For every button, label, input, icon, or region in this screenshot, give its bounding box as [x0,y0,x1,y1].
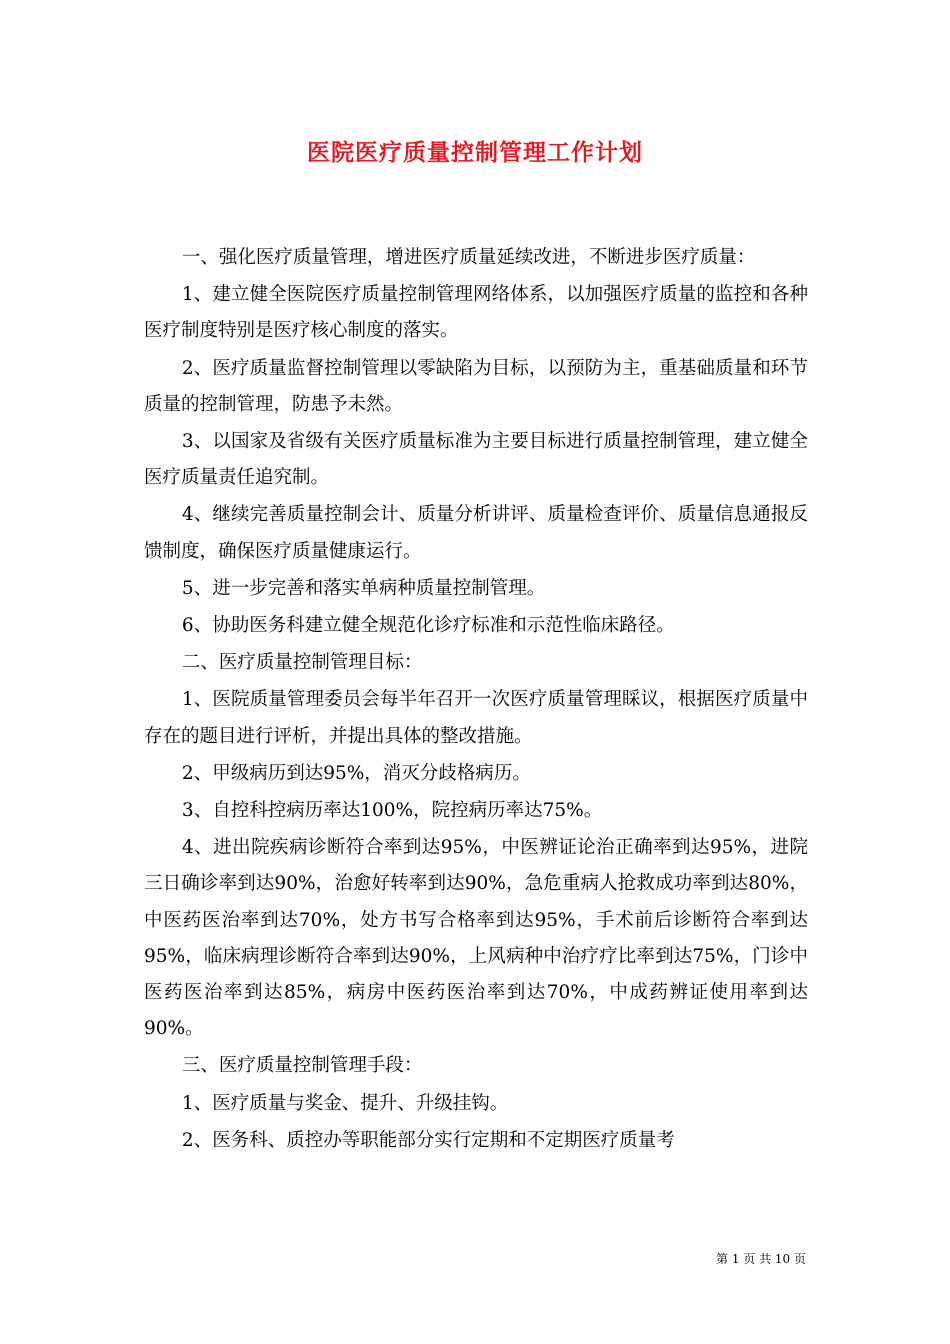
paragraph: 4、继续完善质量控制会计、质量分析讲评、质量检查评价、质量信息通报反馈制度，确保医疗质量健康运行。 [144,504,808,562]
paragraph: 1、医院质量管理委员会每半年召开一次医疗质量管理睬议，根据医疗质量中存在的题目进行评析，并提出具体的整改措施。 [144,689,808,747]
paragraph: 2、医务科、质控办等职能部分实行定期和不定期医疗质量考 [181,1129,675,1151]
document-title: 医院医疗质量控制管理工作计划 [307,139,643,166]
document-body [144,240,808,1160]
paragraph-section-2-heading: 二、医疗质量控制管理目标： [181,652,423,674]
paragraph: 2、医疗质量监督控制管理以零缺陷为目标，以预防为主，重基础质量和环节质量的控制管理，防患予未然。 [144,357,808,415]
paragraph-section-1-heading: 一、强化医疗质量管理，增进医疗质量延续改进，不断进步医疗质量： [181,247,756,268]
paragraph: 1、建立健全医院医疗质量控制管理网络体系，以加强医疗质量的监控和各种医疗制度特别是医疗核心制度的落实。 [144,284,808,342]
paragraph: 3、以国家及省级有关医疗质量标准为主要目标进行质量控制管理，建立健全医疗质量责任追究制。 [144,431,808,489]
paragraph: 5、进一步完善和落实单病种质量控制管理。 [181,577,546,599]
paragraph: 1、医疗质量与奖金、提升、升级挂钩。 [181,1092,509,1114]
paragraph: 4、进出院疾病诊断符合率到达95%，中医辨证论治正确率到达95%，进院三日确诊率到达90%，治愈好转率到达90%，急危重病人抢救成功率到达80%，中医药医治率到达70%，处方书写合格率到达95%，手术前后诊断符合率到达95%，临床病理诊断符合率到达90%，上风病种中治疗疗比率到达75%，门诊中医药医治率到达85%，病房中医药医治率到达70%，中成药辨证使用率到达90%。 [144,837,808,1040]
paragraph: 3、自控科控病历率达100%，院控病历率达75%。 [181,800,603,822]
page-number-footer: 第 1 页 共 10 页 [716,1252,806,1266]
paragraph-section-3-heading: 三、医疗质量控制管理手段： [181,1055,423,1077]
paragraph: 6、协助医务科建立健全规范化诊疗标准和示范性临床路径。 [181,615,675,637]
paragraph: 2、甲级病历到达95%，消灭分歧格病历。 [181,762,531,784]
